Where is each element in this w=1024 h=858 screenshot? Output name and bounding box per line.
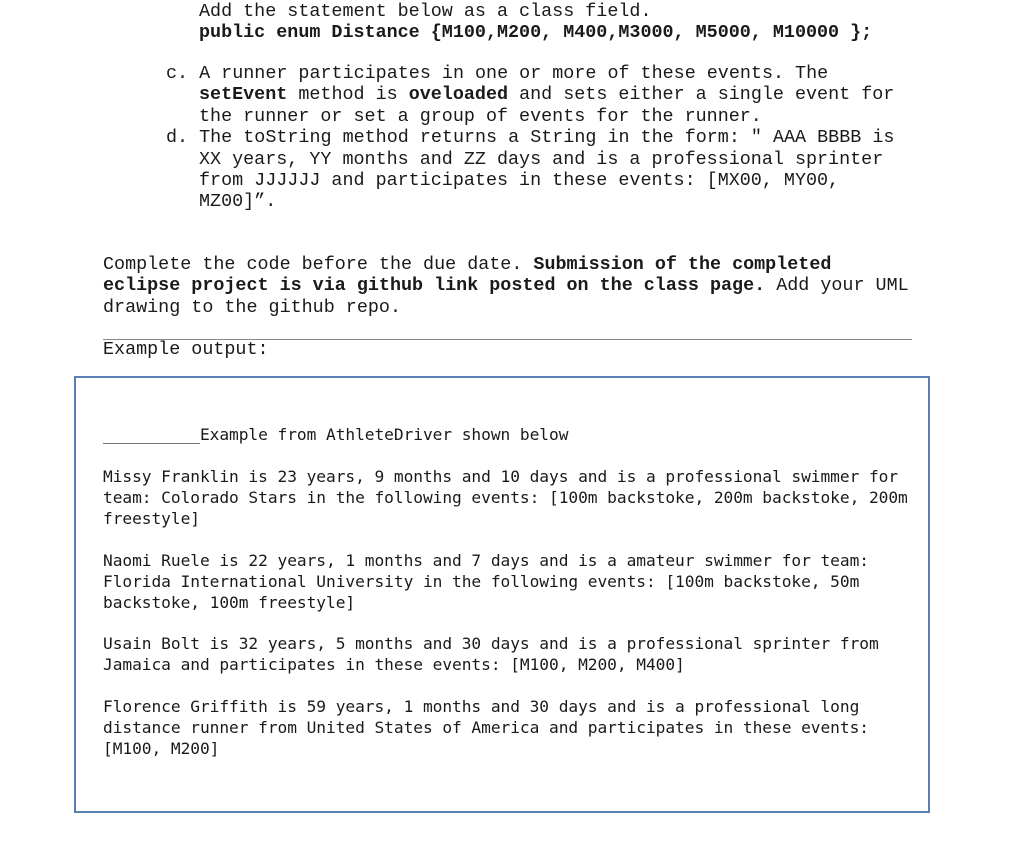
bold-text: setEvent (199, 84, 288, 105)
example-output-line: team: Colorado Stars in the following events: [100m backstoke, 200m backstoke, 200m (103, 488, 908, 507)
bold-text: Submission of the completed (533, 254, 832, 275)
text: d. The toString method returns a String in the form: " AAA BBBB is (166, 127, 895, 148)
example-output-line: freestyle] (103, 509, 200, 528)
example-output-line: Naomi Ruele is 22 years, 1 months and 7 days and is a amateur swimmer for team: (103, 551, 869, 570)
example-output-line: Usain Bolt is 32 years, 5 months and 30 days and is a professional sprinter from (103, 634, 879, 653)
instruction-line (103, 254, 831, 276)
instruction-line (199, 84, 894, 106)
example-output-line: Florence Griffith is 59 years, 1 months and 30 days and is a professional long (103, 697, 860, 716)
example-output-line: backstoke, 100m freestyle] (103, 593, 356, 612)
text: Example output: (103, 339, 269, 360)
instruction-line (199, 170, 839, 192)
text: MZ00]”. (199, 191, 277, 212)
text: Add the statement below as a class field. (199, 1, 652, 22)
example-output-line: Jamaica and participates in these events: [M100, M200, M400] (103, 655, 685, 674)
instruction-line (199, 106, 762, 128)
bold-text: eclipse project is via github link posted on the class page. (103, 275, 766, 296)
example-output-line: distance runner from United States of America and participates in these events: (103, 718, 869, 737)
instruction-line (199, 22, 872, 44)
instruction-line (166, 127, 894, 149)
instruction-line (199, 149, 883, 171)
instruction-line (199, 191, 276, 213)
text: the runner or set a group of events for the runner. (199, 106, 762, 127)
example-heading: __________Example from AthleteDriver shown below (103, 425, 569, 444)
example-output-line: [M100, M200] (103, 739, 220, 758)
bold-text: oveloaded (408, 84, 509, 105)
text: Add your UML (765, 275, 909, 296)
instruction-line (103, 339, 269, 361)
text: method is (287, 84, 409, 105)
instruction-line (103, 297, 401, 319)
example-output-line: Missy Franklin is 23 years, 9 months and 10 days and is a professional swimmer for (103, 467, 899, 486)
text: from JJJJJJ and participates in these events: [MX00, MY00, (199, 170, 840, 191)
example-output-line: Florida International University in the following events: [100m backstoke, 50m (103, 572, 860, 591)
text: and sets either a single event for (508, 84, 895, 105)
text: c. A runner participates in one or more of these events. The (166, 63, 829, 84)
text: Complete the code before the due date. (103, 254, 534, 275)
instruction-line (103, 275, 909, 297)
instruction-line (199, 1, 651, 23)
text: XX years, YY months and ZZ days and is a professional sprinter (199, 149, 884, 170)
bold-text: public enum Distance {M100,M200, M400,M3000, M5000, M10000 }; (199, 22, 873, 43)
text: drawing to the github repo. (103, 297, 401, 318)
instruction-line (166, 63, 828, 85)
